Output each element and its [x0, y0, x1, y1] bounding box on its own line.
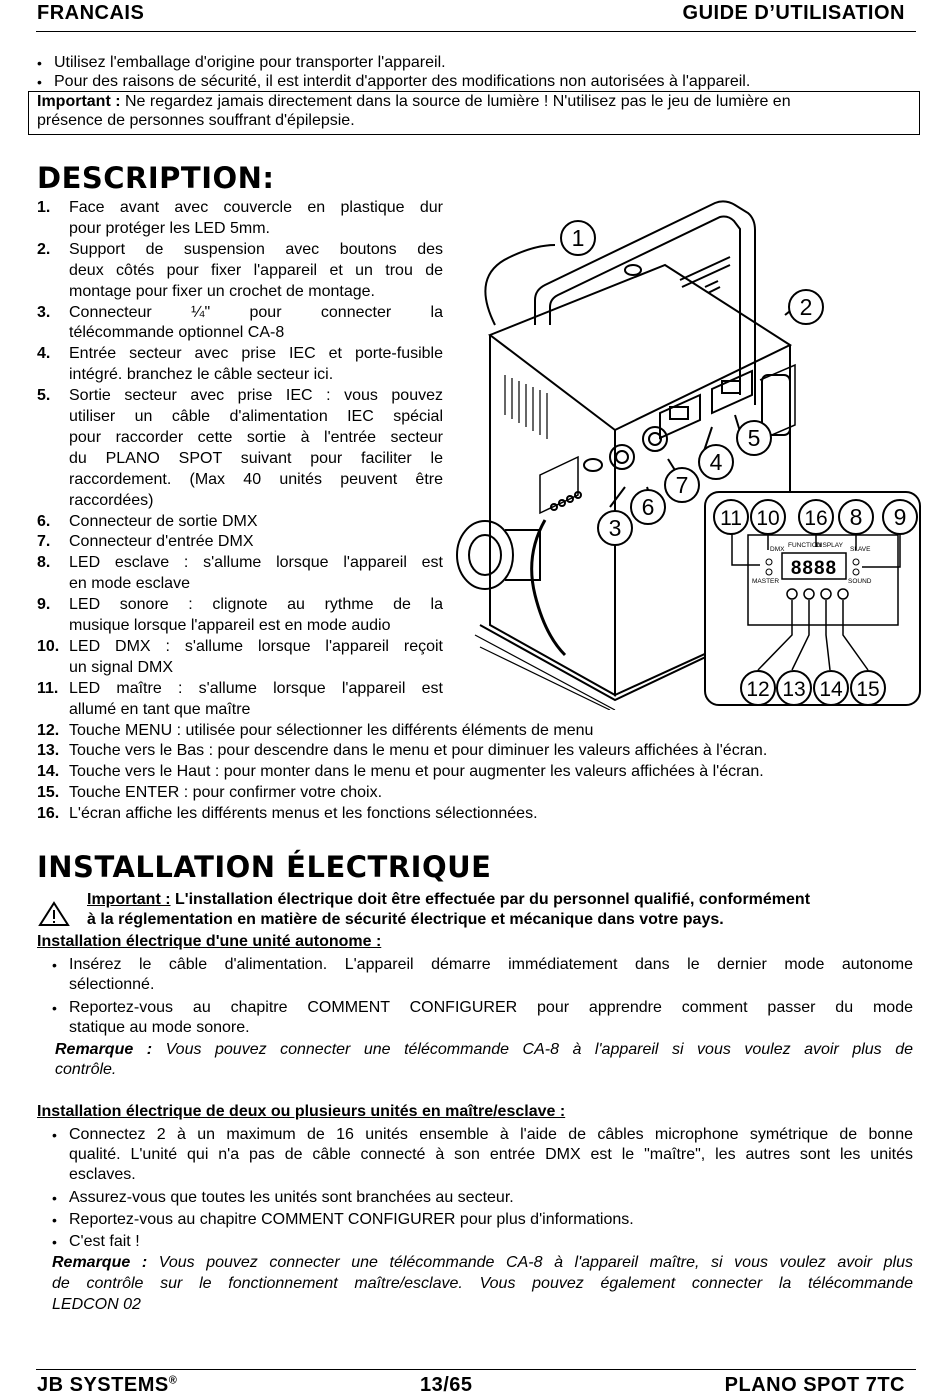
standalone-bullet-2-line-1: • Reportez-vous au chapitre COMMENT CONFIGURER pour apprendre comment passer du mode [69, 998, 913, 1018]
callout-label: 2 [799, 294, 813, 320]
description-item-number: 9. [37, 596, 51, 614]
callout-label: 1 [571, 225, 585, 251]
standalone-remark-line-2: contrôle. [55, 1061, 117, 1078]
description-item-text: deux côtés pour fixer l'appareil et un trou de [69, 261, 443, 279]
description-item-number: 1. [37, 199, 51, 216]
description-item-number: 7. [37, 533, 51, 551]
panel-master-label: MASTER [752, 578, 780, 585]
standalone-remark-line-1: Remarque : Vous pouvez connecter une télécommande CA-8 à l'appareil si vous voulez avoir plus de [55, 1041, 913, 1058]
description-item-number: 13. [37, 742, 60, 760]
description-item-text: pour protéger les LED 5mm. [69, 219, 270, 237]
callout-label: 12 [746, 678, 770, 701]
installation-important-2: à la réglementation en matière de sécurité électrique et mécanique dans votre pays. [87, 911, 724, 928]
callout-12 [741, 671, 775, 705]
description-item-number: 6. [37, 512, 51, 530]
callout-14 [814, 671, 848, 705]
callout-9 [883, 500, 917, 534]
description-item-text: un signal DMX [69, 658, 174, 676]
product-diagram [450, 195, 925, 710]
callout-label: 7 [675, 472, 689, 498]
master-slave-bullet-1-line-3: esclaves. [69, 1166, 136, 1183]
callout-16 [799, 500, 833, 534]
description-item-text: montage pour fixer un crochet de montage. [69, 282, 375, 300]
callout-label: 3 [608, 515, 622, 541]
master-slave-bullet-4: • C'est fait ! [69, 1232, 140, 1252]
master-slave-bullet-1-line-2: qualité. L'unité qui n'a pas de câble connecté à son entrée DMX est le "maître", les autres sont les unités [69, 1146, 913, 1163]
callout-5 [737, 421, 771, 455]
description-item-number: 8. [37, 554, 51, 572]
callout-label: 8 [849, 504, 863, 530]
panel-function-label: FUNCTION [788, 542, 822, 549]
footer-rule [36, 1369, 916, 1370]
description-item-text: télécommande optionnel CA-8 [69, 324, 285, 342]
panel-slave-label: SLAVE [850, 546, 871, 553]
description-title: DESCRIPTION: [37, 161, 275, 195]
panel-display-label: DISPLAY [816, 542, 843, 549]
header-guide-title: GUIDE D’UTILISATION [682, 2, 905, 24]
callout-label: 13 [782, 678, 806, 701]
installation-title: INSTALLATION ÉLECTRIQUE [37, 850, 492, 884]
master-slave-remark-line-1: Remarque : Vous pouvez connecter une télécommande CA-8 à l'appareil maître, si vous voulez avoir plus [52, 1254, 914, 1271]
description-item-number: 2. [37, 240, 51, 258]
description-item-number: 10. [37, 637, 60, 655]
important-line-2: présence de personnes souffrant d'épilepsie. [37, 112, 355, 129]
description-item-number: 4. [37, 345, 51, 363]
callout-8 [839, 500, 873, 534]
master-slave-remark-line-2: de contrôle sur le fonctionnement maître/esclave. Vous pouvez également connecter la télécommande [52, 1275, 913, 1292]
callout-15 [851, 671, 885, 705]
description-item-text: en mode esclave [69, 575, 190, 593]
standalone-bullet-2-line-2: statique au mode sonore. [69, 1019, 250, 1036]
description-item-text: du PLANO SPOT suivant pour faciliter le [69, 449, 443, 467]
callout-label: 6 [641, 494, 655, 520]
description-item-text: Connecteur de sortie DMX [69, 512, 258, 530]
callout-10 [751, 500, 785, 534]
master-slave-bullet-2: • Assurez-vous que toutes les unités sont branchées au secteur. [69, 1188, 514, 1208]
callout-label: 5 [747, 425, 761, 451]
description-item-text: Connecteur d'entrée DMX [69, 533, 254, 551]
description-item-text: LED esclave : s'allume lorsque l'appareil est [69, 554, 443, 572]
header-language: FRANCAIS [37, 2, 145, 24]
callout-label: 15 [856, 678, 880, 701]
callout-label: 4 [709, 449, 723, 475]
description-item-text: Connecteur ¼" pour connecter la [69, 303, 443, 321]
master-slave-remark-line-3: LEDCON 02 [52, 1296, 141, 1313]
description-item-text: L'écran affiche les différents menus et les fonctions sélectionnées. [69, 805, 538, 823]
description-item-text: Face avant avec couvercle en plastique dur [69, 199, 443, 216]
callout-4 [699, 445, 733, 479]
description-item-text: Touche vers le Bas : pour descendre dans le menu et pour diminuer les valeurs affichées à l'écran. [69, 742, 768, 760]
panel-digits: 8888 [790, 558, 838, 579]
description-item-text: utiliser un câble d'alimentation IEC spécial [69, 408, 443, 425]
description-item-text: Touche vers le Haut : pour monter dans le menu et pour augmenter les valeurs affichées à l'écran. [69, 763, 764, 781]
description-item-text: pour raccorder cette sortie à l'entrée secteur [69, 428, 443, 446]
master-slave-heading: Installation électrique de deux ou plusieurs unités en maître/esclave : [37, 1103, 566, 1120]
intro-bullet-1: • Utilisez l'emballage d'origine pour transporter l'appareil. [54, 53, 446, 73]
master-slave-bullet-1-line-1: • Connectez 2 à un maximum de 16 unités ensemble à l'aide de câbles microphone symétrique de bonne [69, 1125, 913, 1145]
callout-7 [665, 468, 699, 502]
description-item-text: LED maître : s'allume lorsque l'appareil est [69, 679, 443, 697]
standalone-heading: Installation électrique d'une unité autonome : [37, 933, 382, 950]
callout-label: 9 [893, 504, 907, 530]
description-item-number: 11. [37, 679, 59, 697]
description-item-number: 14. [37, 763, 60, 781]
panel-dmx-label: DMX [770, 546, 785, 553]
callout-6 [631, 490, 665, 524]
intro-bullet-2: • Pour des raisons de sécurité, il est interdit d'apporter des modifications non autorisées à l'appareil. [54, 72, 750, 92]
footer-product: PLANO SPOT 7TC [724, 1374, 905, 1396]
callout-1 [561, 221, 595, 255]
panel-sound-label: SOUND [848, 578, 872, 585]
description-item-number: 16. [37, 805, 60, 823]
description-item-number: 12. [37, 721, 60, 739]
callout-13 [777, 671, 811, 705]
callout-label: 16 [804, 507, 828, 530]
header-rule [36, 31, 916, 32]
callout-11 [714, 500, 748, 534]
standalone-bullet-1-line-2: sélectionné. [69, 976, 155, 993]
description-item-number: 15. [37, 784, 60, 802]
important-line-1: Important : Ne regardez jamais directement dans la source de lumière ! N'utilisez pas le jeu de lumière en [37, 93, 791, 110]
callout-label: 10 [756, 507, 780, 530]
footer-page-number: 13/65 [420, 1374, 473, 1396]
installation-important-1: Important : L'installation électrique doit être effectuée par du personnel qualifié, conformément [87, 891, 811, 908]
description-item-text: LED DMX : s'allume lorsque l'appareil reçoit [69, 637, 443, 655]
description-item-text: Touche MENU : utilisée pour sélectionner les différents éléments de menu [69, 721, 594, 739]
description-item-text: raccordées) [69, 491, 154, 509]
description-item-text: Support de suspension avec boutons des [69, 240, 443, 258]
description-item-number: 3. [37, 303, 51, 321]
callout-3 [598, 511, 632, 545]
standalone-bullet-1-line-1: • Insérez le câble d'alimentation. L'appareil démarre immédiatement dans le dernier mode autonome [69, 955, 913, 975]
description-item-text: Sortie secteur avec prise IEC : vous pouvez [69, 387, 443, 405]
callout-label: 14 [819, 678, 843, 701]
description-item-text: musique lorsque l'appareil est en mode audio [69, 617, 391, 634]
description-item-text: LED sonore : clignote au rythme de la [69, 596, 443, 614]
footer-brand: JB SYSTEMS® [37, 1374, 178, 1396]
warning-icon [38, 901, 70, 927]
description-item-text: Touche ENTER : pour confirmer votre choix. [69, 784, 383, 802]
description-item-text: intégré. branchez le câble secteur ici. [69, 366, 334, 384]
callout-2 [789, 290, 823, 324]
description-item-text: raccordement. (Max 40 unités peuvent être [69, 470, 443, 488]
callout-label: 11 [720, 507, 742, 530]
description-item-number: 5. [37, 387, 51, 405]
description-item-text: allumé en tant que maître [69, 700, 251, 718]
master-slave-bullet-3: • Reportez-vous au chapitre COMMENT CONFIGURER pour plus d'informations. [69, 1210, 634, 1230]
description-item-text: Entrée secteur avec prise IEC et porte-fusible [69, 345, 443, 363]
